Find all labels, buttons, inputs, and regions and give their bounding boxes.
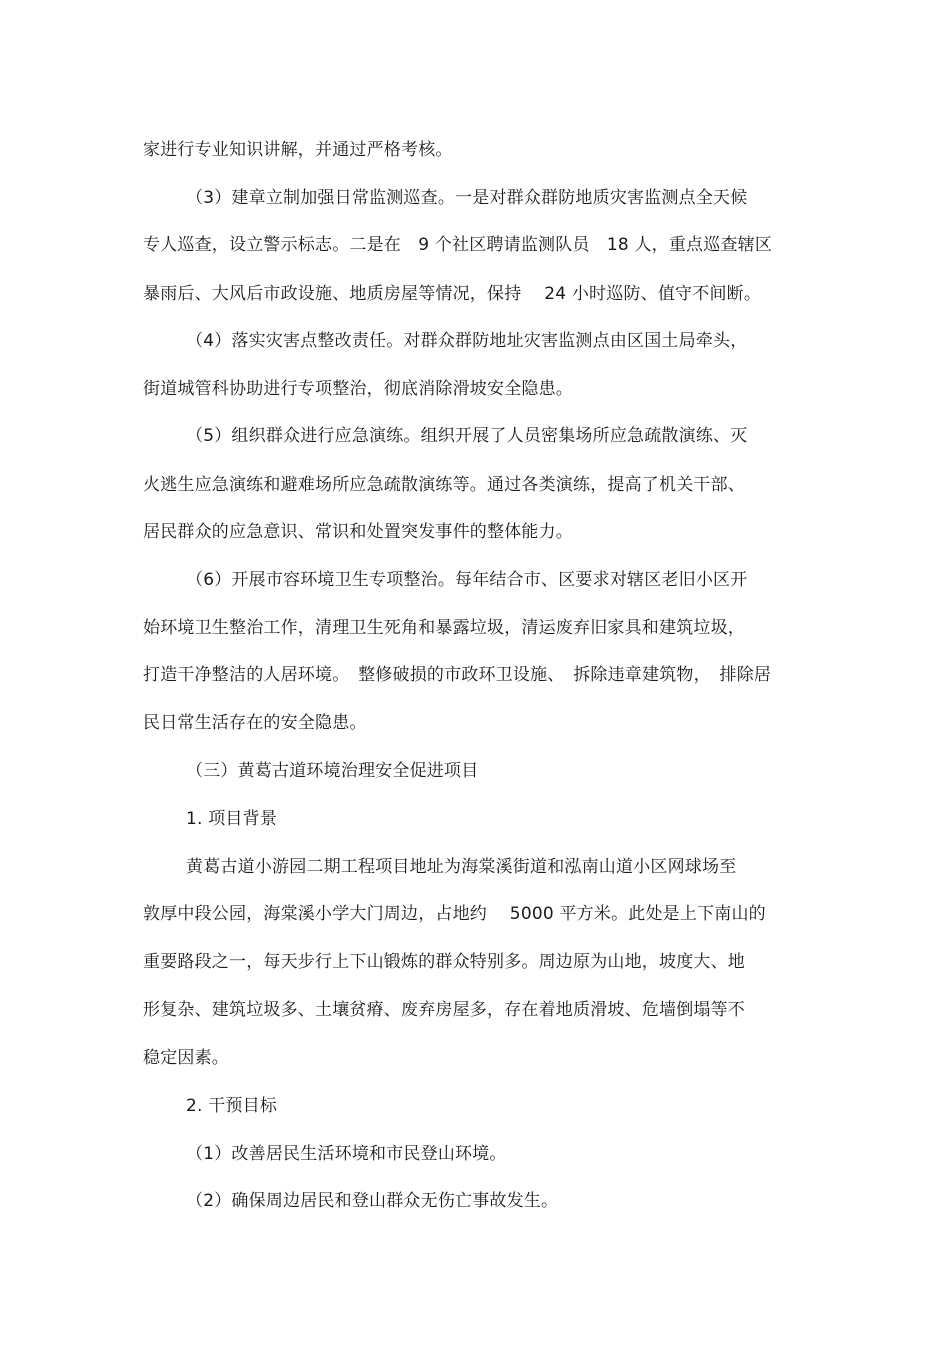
subsection-heading: 2. 干预目标 bbox=[186, 1096, 278, 1116]
body-text-line: （4）落实灾害点整改责任。对群众群防地址灾害监测点由区国土局牵头， bbox=[186, 331, 748, 351]
body-text-line: 打造干净整洁的人居环境。 整修破损的市政环卫设施、 拆除违章建筑物， 排除居 bbox=[143, 665, 772, 685]
body-text-line: 专人巡查，设立警示标志。二是在 9 个社区聘请监测队员 18 人，重点巡查辖区 bbox=[143, 235, 773, 255]
body-text-line: （5）组织群众进行应急演练。组织开展了人员密集场所应急疏散演练、灭 bbox=[186, 426, 748, 446]
body-text-line: 重要路段之一，每天步行上下山锻炼的群众特别多。周边原为山地，坡度大、地 bbox=[143, 952, 745, 972]
list-item: （2）确保周边居民和登山群众无伤亡事故发生。 bbox=[186, 1191, 559, 1211]
subsection-heading: 1. 项目背景 bbox=[186, 809, 278, 829]
body-text-line: （3）建章立制加强日常监测巡查。一是对群众群防地质灾害监测点全天候 bbox=[186, 188, 748, 208]
body-text-line: 黄葛古道小游园二期工程项目地址为海棠溪街道和泓南山道小区网球场至 bbox=[186, 857, 737, 877]
list-item: （1）改善居民生活环境和市民登山环境。 bbox=[186, 1144, 507, 1164]
body-text-line: 家进行专业知识讲解，并通过严格考核。 bbox=[143, 140, 453, 160]
body-text-line: 暴雨后、大风后市政设施、地质房屋等情况，保持 24 小时巡防、值守不间断。 bbox=[143, 284, 762, 304]
body-text-line: 居民群众的应急意识、常识和处置突发事件的整体能力。 bbox=[143, 522, 573, 542]
section-heading: （三）黄葛古道环境治理安全促进项目 bbox=[186, 761, 479, 781]
body-text-line: 街道城管科协助进行专项整治，彻底消除滑坡安全隐患。 bbox=[143, 379, 573, 399]
body-text-line: （6）开展市容环境卫生专项整治。每年结合市、区要求对辖区老旧小区开 bbox=[186, 570, 748, 590]
body-text-line: 形复杂、建筑垃圾多、土壤贫瘠、废弃房屋多，存在着地质滑坡、危墙倒塌等不 bbox=[143, 1000, 745, 1020]
body-text-line: 火逃生应急演练和避难场所应急疏散演练等。通过各类演练，提高了机关干部、 bbox=[143, 475, 745, 495]
body-text-line: 始环境卫生整治工作，清理卫生死角和暴露垃圾，清运废弃旧家具和建筑垃圾， bbox=[143, 618, 745, 638]
body-text-line: 敦厚中段公园，海棠溪小学大门周边，占地约 5000 平方米。此处是上下南山的 bbox=[143, 904, 766, 924]
body-text-line: 稳定因素。 bbox=[143, 1048, 229, 1068]
body-text-line: 民日常生活存在的安全隐患。 bbox=[143, 713, 367, 733]
